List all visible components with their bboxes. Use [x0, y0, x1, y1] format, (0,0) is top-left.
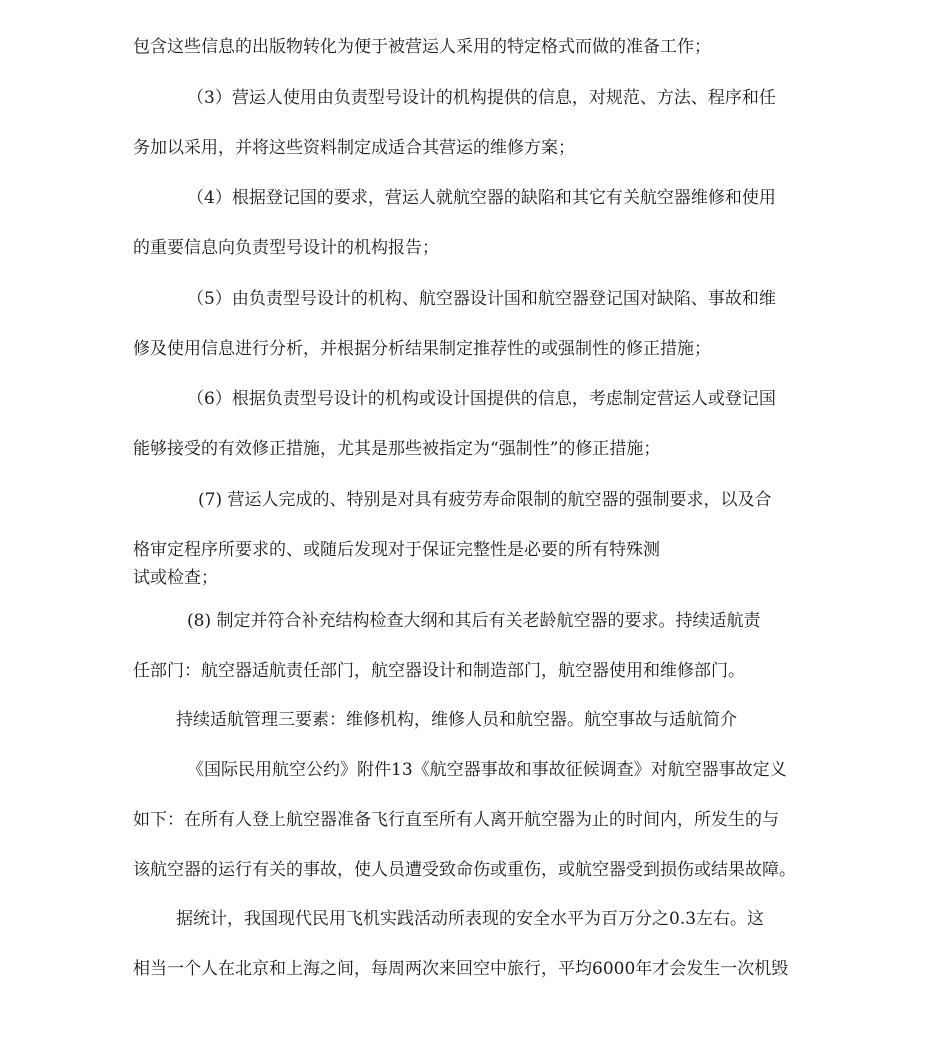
text-line-1: 包含这些信息的出版物转化为便于被营运人采用的特定格式而做的准备工作； [133, 37, 711, 57]
statistics-line-1: 据统计，我国现代民用飞机实践活动所表现的安全水平为百万分之0.3左右。这 [176, 909, 765, 929]
item-6-line-2: 能够接受的有效修正措施，尤其是那些被指定为“强制性”的修正措施； [133, 439, 661, 459]
item-7-line-2: 格审定程序所要求的、或随后发现对于保证完整性是必要的所有特殊测 [133, 540, 660, 560]
item-6-line-1: （6）根据负责型号设计的机构或设计国提供的信息，考虑制定营运人或登记国 [187, 389, 776, 409]
item-5-line-2: 修及使用信息进行分析，并根据分析结果制定推荐性的或强制性的修正措施； [133, 339, 711, 359]
paragraph-three-elements: 持续适航管理三要素：维修机构，维修人员和航空器。航空事故与适航简介 [176, 710, 737, 730]
item-8-line-1: (8) 制定并符合补充结构检查大纲和其后有关老龄航空器的要求。持续适航责 [187, 611, 761, 631]
accident-definition-line-3: 该航空器的运行有关的事故，使人员遭受致命伤或重伤，或航空器受到损伤或结果故障。 [133, 860, 796, 880]
item-8-line-2: 任部门：航空器适航责任部门，航空器设计和制造部门，航空器使用和维修部门。 [133, 661, 745, 681]
accident-definition-line-1: 《国际民用航空公约》附件13《航空器事故和事故征候调查》对航空器事故定义 [187, 760, 787, 780]
item-3-line-1: （3）营运人使用由负责型号设计的机构提供的信息，对规范、方法、程序和任 [187, 88, 776, 108]
item-3-line-2: 务加以采用，并将这些资料制定成适合其营运的维修方案； [133, 138, 575, 158]
statistics-line-2: 相当一个人在北京和上海之间，每周两次来回空中旅行，平均6000年才会发生一次机毁 [133, 959, 789, 979]
item-4-line-1: （4）根据登记国的要求，营运人就航空器的缺陷和其它有关航空器维修和使用 [187, 188, 776, 208]
item-5-line-1: （5）由负责型号设计的机构、航空器设计国和航空器登记国对缺陷、事故和维 [187, 289, 776, 309]
item-4-line-2: 的重要信息向负责型号设计的机构报告； [133, 238, 439, 258]
item-7-line-3: 试或检查； [133, 568, 218, 588]
accident-definition-line-2: 如下：在所有人登上航空器准备飞行直至所有人离开航空器为止的时间内，所发生的与 [133, 810, 779, 830]
item-7-line-1: (7) 营运人完成的、特别是对具有疲劳寿命限制的航空器的强制要求，以及合 [198, 490, 772, 510]
